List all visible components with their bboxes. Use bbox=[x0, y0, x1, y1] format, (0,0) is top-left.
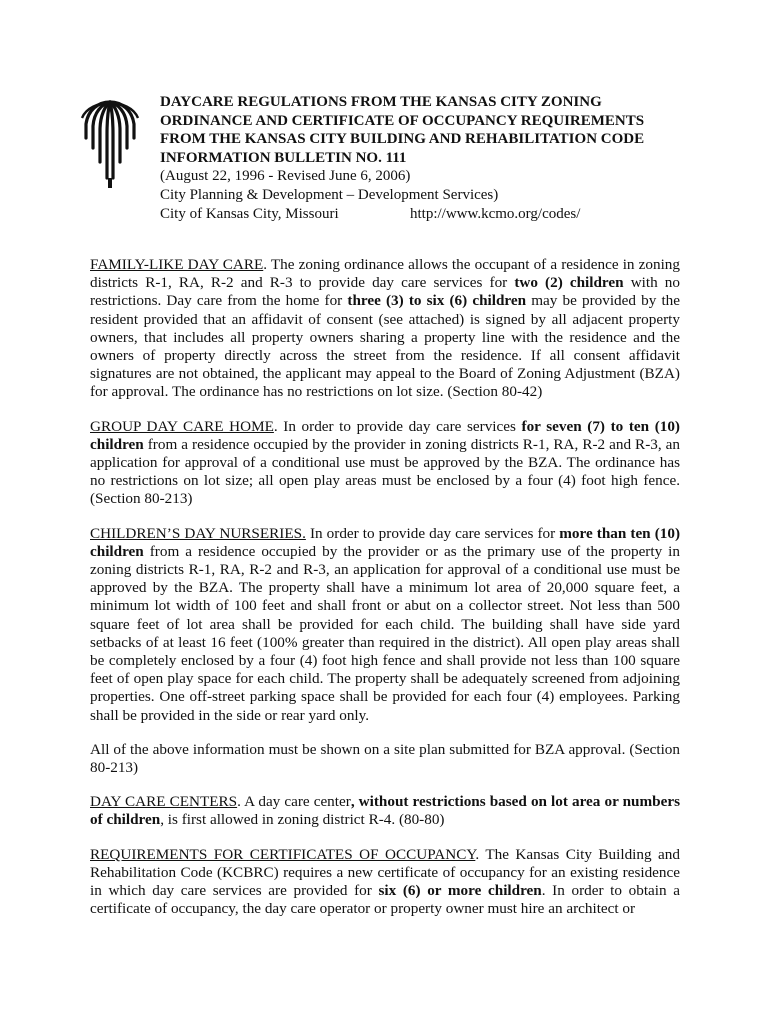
section-group-day-care-home bbox=[90, 418, 680, 509]
section-text: . The Kansas City Building and Rehabilitation Code (KCBRC) requires a new certificate of occupancy for an existing residence in which day care services are provided for bbox=[90, 845, 680, 900]
section-certificates-of-occupancy bbox=[90, 846, 680, 919]
section-text: from a residence occupied by the provider in zoning districts R-1, RA, R-2 and R-3, an application for approval of a conditional use must be approved by the BZA. The ordinance has no restrictions on lot size; all open play areas must be enclosed by a four (4) foot high fence. (Section 80-213) bbox=[90, 435, 680, 508]
section-emphasis: , without restrictions based on lot area or numbers of children bbox=[90, 793, 680, 829]
document-body bbox=[90, 256, 680, 935]
section-text: . A day care center bbox=[237, 793, 351, 811]
section-text: . The zoning ordinance allows the occupant of a residence in zoning districts R-1, RA, R-2 and R-3 to provide day care services for bbox=[90, 256, 680, 292]
section-heading: GROUP DAY CARE HOME bbox=[90, 417, 274, 435]
section-text: All of the above information must be shown on a site plan submitted for BZA approval. (Section 80-213) bbox=[90, 740, 680, 777]
section-emphasis: for seven (7) to ten (10) children bbox=[90, 417, 680, 453]
section-text: , is first allowed in zoning district R-4. (80-80) bbox=[160, 811, 445, 829]
section-text: from a residence occupied by the provider or as the primary use of the property in zoning districts R-1, RA, R-2 and R-3, an application for approval of a conditional use must be approved by the BZA. The property shall have a minimum lot area of 20,000 square feet, a minimum lot width of 100 feet and shall front or abut on a collector street. Not less than 500 square feet of lot area shall be provided for each child. The building shall have side yard setbacks of at least 16 feet (100% greater than required in the district). All open play areas shall be completely enclosed by a four (4) foot high fence and shall provide not less than 100 square feet of open play space for each child. The property shall be adequately screened from adjoining properties. One off-street parking space shall be provided for each four (4) employees. Parking shall be provided in the side or rear yard only. bbox=[90, 542, 680, 724]
section-text: . In order to provide day care services bbox=[273, 417, 522, 435]
section-heading: REQUIREMENTS FOR CERTIFICATES OF OCCUPANCY bbox=[90, 845, 476, 863]
department: City Planning & Development – Development Services) bbox=[160, 186, 499, 203]
city-name: City of Kansas City, Missouri bbox=[160, 205, 339, 222]
section-family-like-day-care bbox=[90, 256, 680, 402]
revision-date: (August 22, 1996 - Revised June 6, 2006) bbox=[160, 168, 411, 185]
title-line: ORDINANCE AND CERTIFICATE OF OCCUPANCY REQUIREMENTS bbox=[160, 112, 645, 129]
document-header bbox=[160, 93, 700, 223]
section-day-care-centers bbox=[90, 793, 680, 829]
section-text: with no restrictions. Day care from the home for bbox=[90, 274, 680, 310]
section-childrens-day-nurseries bbox=[90, 525, 680, 725]
title-line: FROM THE KANSAS CITY BUILDING AND REHABILITATION CODE bbox=[160, 131, 645, 148]
section-text: may be provided by the resident provided that an affidavit of consent (see attached) is signed by all adjacent property owners, that includes all property owners sharing a property line with the residence and the owners of property directly across the street from the residence. If all consent affidavit signatures are not obtained, the applicant may appeal to the Board of Zoning Adjustment (BZA) for approval. The ordinance has no restrictions on lot size. (Section 80-42) bbox=[90, 292, 680, 401]
section-heading: DAY CARE CENTERS bbox=[90, 793, 238, 811]
section-text: In order to provide day care services for bbox=[305, 524, 560, 542]
section-heading: CHILDREN’S DAY NURSERIES. bbox=[90, 524, 306, 542]
bulletin-number: INFORMATION BULLETIN NO. 111 bbox=[160, 149, 407, 166]
city-row bbox=[160, 205, 700, 224]
section-emphasis: three (3) to six (6) children bbox=[347, 292, 527, 310]
section-text: . In order to obtain a certificate of occupancy, the day care operator or property owner must hire an architect or bbox=[90, 882, 680, 918]
website-url: http://www.kcmo.org/codes/ bbox=[410, 205, 581, 222]
section-emphasis: two (2) children bbox=[514, 274, 624, 292]
section-emphasis: six (6) or more children bbox=[378, 882, 542, 900]
title-line: DAYCARE REGULATIONS FROM THE KANSAS CITY ZONING bbox=[160, 94, 602, 110]
section-emphasis: more than ten (10) children bbox=[90, 524, 681, 560]
section-site-plan-note bbox=[90, 741, 680, 777]
kansas-city-fountain-logo bbox=[80, 94, 140, 190]
section-heading: FAMILY-LIKE DAY CARE bbox=[90, 256, 264, 273]
